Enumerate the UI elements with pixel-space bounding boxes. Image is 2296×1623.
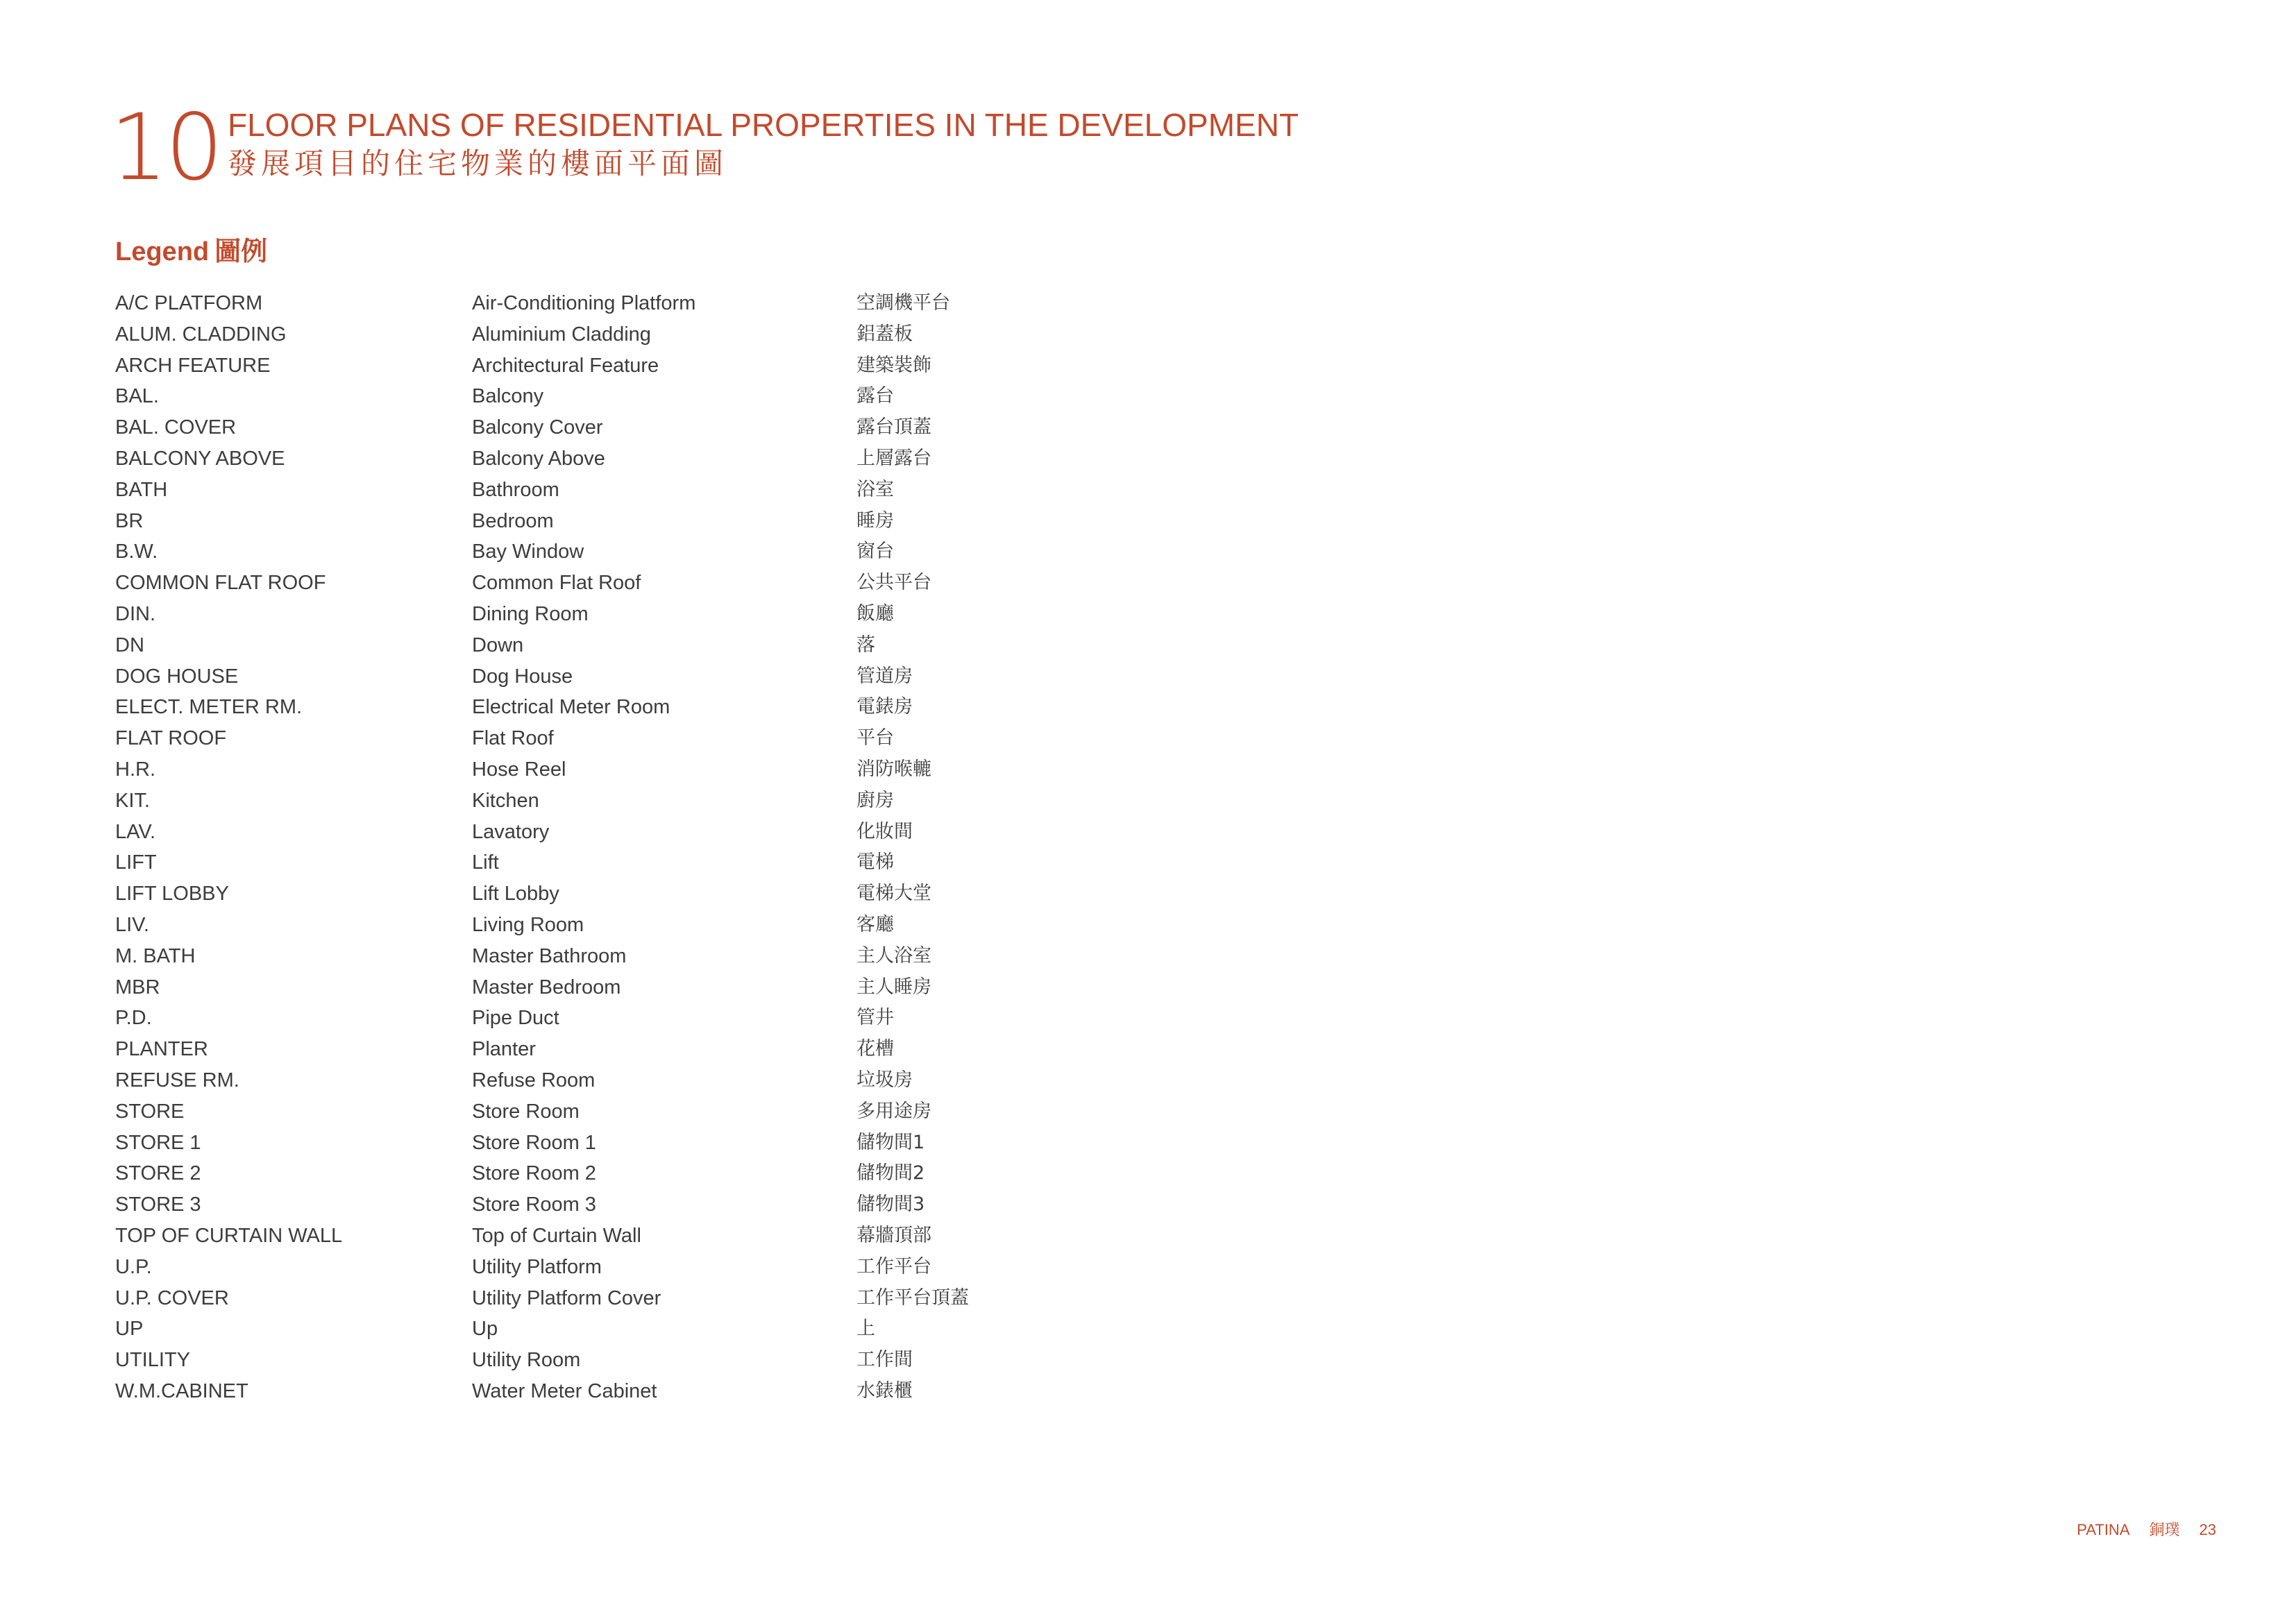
legend-english-term: Living Room xyxy=(472,913,584,936)
legend-english-term: Dining Room xyxy=(472,602,589,625)
legend-abbreviation: B.W. xyxy=(115,541,158,563)
legend-abbreviation: M. BATH xyxy=(115,944,196,967)
legend-english-term: Hose Reel xyxy=(472,758,566,781)
legend-english-term: Electrical Meter Room xyxy=(472,696,670,719)
legend-abbreviation: STORE 1 xyxy=(115,1131,201,1154)
legend-abbreviation: ELECT. METER RM. xyxy=(115,696,303,719)
legend-english-term: Utility Platform xyxy=(472,1255,602,1278)
legend-english-term: Down xyxy=(472,634,524,656)
legend-chinese-term: 落 xyxy=(856,634,875,656)
legend-abbreviation: MBR xyxy=(115,976,160,999)
legend-row xyxy=(115,412,1087,443)
legend-chinese-term: 花槽 xyxy=(856,1038,894,1060)
legend-english-term: Store Room 2 xyxy=(472,1162,596,1185)
legend-english-term: Master Bathroom xyxy=(472,944,627,967)
legend-abbreviation: DOG HOUSE xyxy=(115,665,239,688)
legend-english-term: Lift xyxy=(472,851,499,874)
legend-chinese-term: 化妝間 xyxy=(856,820,913,842)
legend-chinese-term: 露台頂蓋 xyxy=(856,416,931,439)
legend-english-term: Store Room 1 xyxy=(472,1131,596,1154)
legend-row xyxy=(115,754,1087,785)
legend-english-term: Balcony Cover xyxy=(472,416,603,439)
legend-chinese-term: 空調機平台 xyxy=(856,292,950,314)
legend-abbreviation: LAV. xyxy=(115,820,156,843)
legend-row xyxy=(115,568,1087,599)
legend-english-term: Up xyxy=(472,1318,498,1341)
legend-row xyxy=(115,1221,1087,1252)
page-footer xyxy=(2077,1520,2216,1540)
legend-row xyxy=(115,1096,1087,1128)
chapter-number: 10 xyxy=(110,94,221,201)
legend-row xyxy=(115,350,1087,382)
legend-table xyxy=(115,288,1087,1407)
legend-abbreviation: DIN. xyxy=(115,602,155,625)
legend-english-term: Bathroom xyxy=(472,478,559,501)
legend-english-term: Common Flat Roof xyxy=(472,572,641,595)
legend-chinese-term: 垃圾房 xyxy=(856,1069,913,1091)
legend-chinese-term: 浴室 xyxy=(856,478,894,500)
legend-chinese-term: 露台 xyxy=(856,385,894,407)
legend-abbreviation: A/C PLATFORM xyxy=(115,292,263,314)
legend-abbreviation: STORE 2 xyxy=(115,1162,201,1185)
legend-abbreviation: UP xyxy=(115,1318,144,1341)
legend-row xyxy=(115,972,1087,1003)
legend-english-term: Planter xyxy=(472,1038,536,1061)
legend-abbreviation: DN xyxy=(115,634,144,656)
legend-row xyxy=(115,723,1087,754)
legend-abbreviation: BATH xyxy=(115,478,168,501)
legend-row xyxy=(115,443,1087,475)
legend-abbreviation: STORE xyxy=(115,1100,185,1123)
legend-heading-chinese: 圖例 xyxy=(214,236,268,266)
legend-row xyxy=(115,1158,1087,1189)
legend-english-term: Refuse Room xyxy=(472,1069,596,1091)
legend-chinese-term: 電梯大堂 xyxy=(856,883,931,905)
legend-english-term: Bedroom xyxy=(472,509,554,532)
legend-english-term: Utility Platform Cover xyxy=(472,1286,661,1309)
legend-row xyxy=(115,785,1087,817)
legend-chinese-term: 多用途房 xyxy=(856,1100,931,1122)
chapter-title-chinese: 發展項目的住宅物業的樓面平面圖 xyxy=(228,146,728,180)
legend-abbreviation: LIV. xyxy=(115,913,149,936)
legend-english-term: Balcony Above xyxy=(472,447,605,470)
legend-english-term: Bay Window xyxy=(472,541,584,563)
legend-abbreviation: U.P. COVER xyxy=(115,1286,229,1309)
legend-chinese-term: 電梯 xyxy=(856,851,894,874)
legend-english-term: Dog House xyxy=(472,665,573,688)
legend-row xyxy=(115,1283,1087,1314)
legend-abbreviation: BR xyxy=(115,509,144,532)
legend-row xyxy=(115,878,1087,910)
legend-chinese-term: 主人睡房 xyxy=(856,976,931,998)
legend-abbreviation: P.D. xyxy=(115,1007,152,1030)
legend-english-term: Store Room xyxy=(472,1100,580,1123)
legend-row xyxy=(115,288,1087,319)
legend-chinese-term: 窗台 xyxy=(856,541,894,563)
legend-chinese-term: 平台 xyxy=(856,727,894,749)
legend-abbreviation: LIFT LOBBY xyxy=(115,883,229,906)
legend-chinese-term: 工作平台 xyxy=(856,1255,931,1277)
legend-chinese-term: 管道房 xyxy=(856,665,913,687)
legend-abbreviation: BAL. xyxy=(115,385,159,408)
legend-english-term: Pipe Duct xyxy=(472,1007,559,1030)
legend-row xyxy=(115,475,1087,506)
legend-row xyxy=(115,910,1087,941)
legend-chinese-term: 客廳 xyxy=(856,913,894,935)
legend-chinese-term: 幕牆頂部 xyxy=(856,1224,931,1246)
legend-abbreviation: REFUSE RM. xyxy=(115,1069,239,1091)
legend-abbreviation: STORE 3 xyxy=(115,1193,201,1216)
legend-abbreviation: UTILITY xyxy=(115,1349,190,1372)
legend-abbreviation: PLANTER xyxy=(115,1038,208,1061)
legend-row xyxy=(115,1003,1087,1034)
legend-abbreviation: BAL. COVER xyxy=(115,416,237,439)
legend-chinese-term: 工作間 xyxy=(856,1349,913,1371)
legend-chinese-term: 上 xyxy=(856,1318,875,1340)
legend-english-term: Balcony xyxy=(472,385,544,408)
legend-chinese-term: 儲物間1 xyxy=(856,1131,925,1153)
legend-english-term: Flat Roof xyxy=(472,727,554,750)
legend-chinese-term: 公共平台 xyxy=(856,572,931,594)
footer-brand-chinese: 銅璞 xyxy=(2149,1521,2180,1538)
legend-chinese-term: 廚房 xyxy=(856,789,894,811)
legend-abbreviation: ALUM. CLADDING xyxy=(115,323,287,346)
legend-english-term: Top of Curtain Wall xyxy=(472,1224,641,1247)
legend-abbreviation: KIT. xyxy=(115,789,150,812)
legend-row xyxy=(115,536,1087,568)
legend-english-term: Store Room 3 xyxy=(472,1193,596,1216)
legend-row xyxy=(115,506,1087,537)
legend-english-term: Kitchen xyxy=(472,789,539,812)
legend-row xyxy=(115,1314,1087,1345)
legend-chinese-term: 電錶房 xyxy=(856,696,913,718)
legend-row xyxy=(115,847,1087,878)
legend-row xyxy=(115,319,1087,350)
legend-row xyxy=(115,1252,1087,1283)
legend-chinese-term: 水錶櫃 xyxy=(856,1379,913,1402)
legend-english-term: Lift Lobby xyxy=(472,883,559,906)
legend-abbreviation: ARCH FEATURE xyxy=(115,354,271,377)
legend-chinese-term: 睡房 xyxy=(856,509,894,532)
legend-chinese-term: 消防喉轆 xyxy=(856,758,931,780)
legend-row xyxy=(115,1065,1087,1096)
legend-heading-english: Legend xyxy=(115,237,210,266)
legend-english-term: Master Bedroom xyxy=(472,976,621,999)
legend-abbreviation: W.M.CABINET xyxy=(115,1379,248,1402)
footer-brand-english: PATINA xyxy=(2077,1521,2130,1538)
legend-chinese-term: 儲物間3 xyxy=(856,1193,925,1216)
legend-abbreviation: U.P. xyxy=(115,1255,152,1278)
legend-chinese-term: 工作平台頂蓋 xyxy=(856,1286,969,1309)
legend-chinese-term: 主人浴室 xyxy=(856,944,931,967)
legend-row xyxy=(115,1034,1087,1065)
legend-heading xyxy=(115,235,267,269)
legend-english-term: Aluminium Cladding xyxy=(472,323,651,346)
legend-row xyxy=(115,661,1087,692)
legend-row xyxy=(115,630,1087,661)
legend-chinese-term: 管井 xyxy=(856,1007,894,1029)
legend-row xyxy=(115,1345,1087,1376)
legend-english-term: Utility Room xyxy=(472,1349,581,1372)
legend-row xyxy=(115,1128,1087,1159)
legend-row xyxy=(115,1376,1087,1407)
chapter-title-english: FLOOR PLANS OF RESIDENTIAL PROPERTIES IN THE DEVELOPMENT xyxy=(228,107,1299,143)
legend-chinese-term: 上層露台 xyxy=(856,447,931,469)
legend-chinese-term: 飯廳 xyxy=(856,602,894,624)
page-number: 23 xyxy=(2199,1521,2216,1538)
legend-abbreviation: BALCONY ABOVE xyxy=(115,447,285,470)
legend-english-term: Lavatory xyxy=(472,820,550,843)
legend-abbreviation: TOP OF CURTAIN WALL xyxy=(115,1224,343,1247)
legend-row xyxy=(115,381,1087,412)
legend-row xyxy=(115,817,1087,848)
legend-row xyxy=(115,1189,1087,1221)
legend-row xyxy=(115,941,1087,972)
legend-row xyxy=(115,692,1087,723)
legend-chinese-term: 建築裝飾 xyxy=(856,354,931,376)
legend-abbreviation: LIFT xyxy=(115,851,157,874)
legend-english-term: Architectural Feature xyxy=(472,354,659,377)
legend-english-term: Water Meter Cabinet xyxy=(472,1379,657,1402)
legend-english-term: Air-Conditioning Platform xyxy=(472,292,696,314)
legend-abbreviation: FLAT ROOF xyxy=(115,727,227,750)
legend-abbreviation: H.R. xyxy=(115,758,155,781)
legend-chinese-term: 鋁蓋板 xyxy=(856,323,913,345)
legend-row xyxy=(115,599,1087,630)
legend-chinese-term: 儲物間2 xyxy=(856,1162,925,1184)
legend-abbreviation: COMMON FLAT ROOF xyxy=(115,572,326,595)
